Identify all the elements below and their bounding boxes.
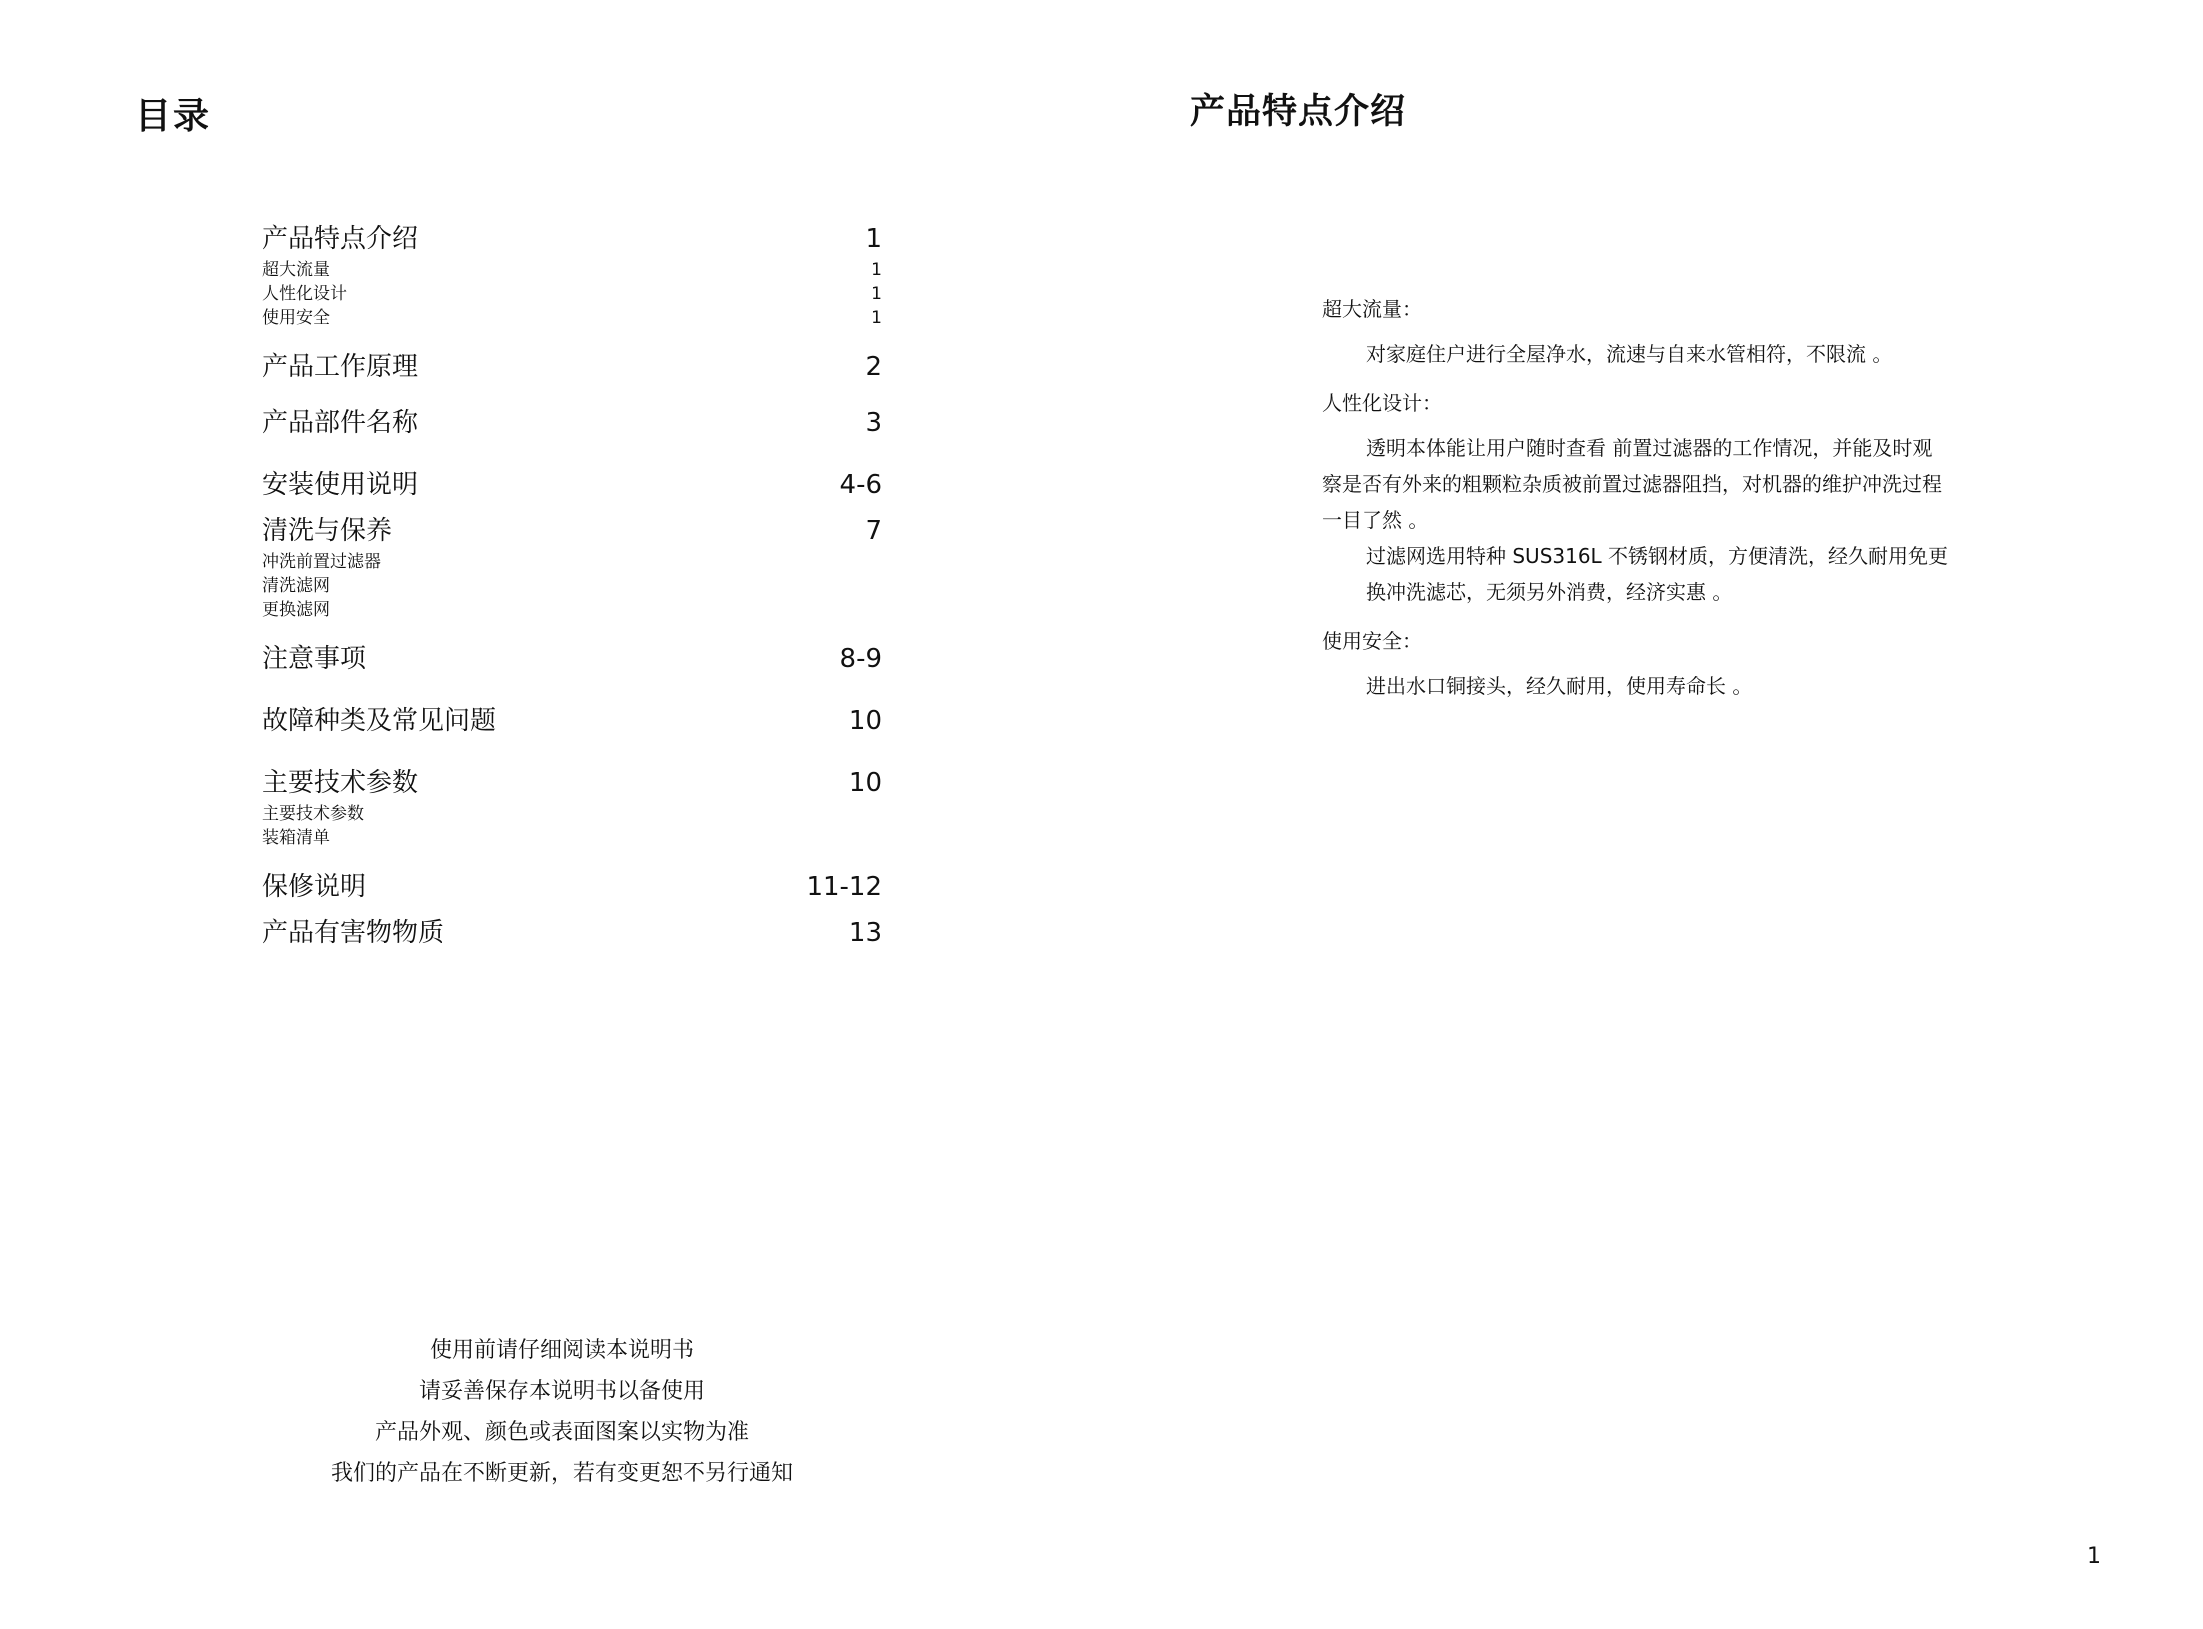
toc-entry-label: 故障种类及常见问题 [262, 706, 497, 736]
toc-entry-page: 3 [865, 408, 882, 438]
toc-subentry-label: 装箱清单 [262, 828, 330, 848]
toc-entry-page: 2 [865, 352, 882, 382]
notice-line: 使用前请仔细阅读本说明书 [429, 1338, 694, 1363]
toc-subentry[interactable] [262, 598, 882, 622]
flow-heading: 超大流量： [1322, 297, 1422, 321]
design-text-1: 透明本体能让用户随时查看 前置过滤器的工作情况，并能及时观察是否有外来的粗颗粒杂质被前置过滤器阻挡，对机器的维护冲洗过程一目了然 。 [1322, 436, 1942, 532]
table-of-contents-page [0, 0, 1100, 1629]
toc-subentry[interactable] [262, 550, 882, 574]
toc-title: 目录 [135, 96, 212, 137]
toc-entry-label: 产品部件名称 [262, 408, 419, 438]
toc-section-features [262, 220, 882, 330]
toc-entry-page: 8-9 [839, 644, 882, 674]
features-page [1100, 0, 2203, 1629]
toc-entry-page: 7 [865, 516, 882, 546]
toc-entry-page: 13 [848, 918, 882, 948]
toc-entry-label: 保修说明 [262, 872, 367, 902]
toc-entry-label: 主要技术参数 [262, 768, 419, 798]
toc-entry-label: 清洗与保养 [262, 516, 393, 546]
toc-entry[interactable] [262, 914, 882, 952]
toc-entry[interactable] [262, 764, 882, 802]
toc-subentry[interactable] [262, 574, 882, 598]
toc-subentry-page: 1 [871, 260, 882, 280]
toc-subentry-label: 人性化设计 [262, 284, 347, 304]
page-number: 1 [2087, 1544, 2101, 1569]
design-heading: 人性化设计： [1322, 391, 1442, 415]
toc-subentry-page: 1 [871, 284, 882, 304]
toc-entry[interactable] [262, 512, 882, 550]
toc-subentry[interactable] [262, 282, 882, 306]
toc-entry-page: 1 [865, 224, 882, 254]
toc-entry-page: 10 [848, 706, 882, 736]
toc-entry[interactable] [262, 868, 882, 906]
notice-line: 产品外观、颜色或表面图案以实物为准 [374, 1420, 749, 1445]
toc-entry-label: 产品特点介绍 [262, 224, 419, 254]
toc-entry-label: 安装使用说明 [262, 470, 419, 500]
toc-entry[interactable] [262, 640, 882, 678]
safety-text: 进出水口铜接头，经久耐用，使用寿命长 。 [1366, 674, 1753, 698]
toc-entry-label: 产品工作原理 [262, 352, 419, 382]
notice-line: 请妥善保存本说明书以备使用 [418, 1379, 705, 1404]
toc-entry-page: 10 [848, 768, 882, 798]
toc-entry[interactable] [262, 466, 882, 504]
toc-subentry-label: 超大流量 [262, 260, 330, 280]
toc-subentry[interactable] [262, 826, 882, 850]
toc-list [262, 220, 882, 952]
toc-entry[interactable] [262, 702, 882, 740]
toc-entry-label: 产品有害物物质 [262, 918, 445, 948]
toc-subentry-label: 清洗滤网 [262, 576, 330, 596]
toc-subentry[interactable] [262, 306, 882, 330]
toc-section-specs [262, 764, 882, 850]
usage-notice [262, 1330, 862, 1494]
features-body [1322, 292, 1952, 704]
toc-entry[interactable] [262, 348, 882, 386]
flow-text: 对家庭住户进行全屋净水，流速与自来水管相符，不限流 。 [1366, 342, 1893, 366]
toc-section-cleaning [262, 512, 882, 622]
toc-subentry[interactable] [262, 802, 882, 826]
toc-subentry-page: 1 [871, 308, 882, 328]
toc-subentry-label: 使用安全 [262, 308, 330, 328]
toc-entry-label: 注意事项 [262, 644, 367, 674]
toc-entry[interactable] [262, 404, 882, 442]
features-title: 产品特点介绍 [1190, 92, 1407, 132]
notice-line: 我们的产品在不断更新，若有变更恕不另行通知 [330, 1461, 793, 1486]
toc-subentry-label: 主要技术参数 [262, 804, 364, 824]
toc-subentry-label: 更换滤网 [262, 600, 330, 620]
toc-entry-page: 4-6 [839, 470, 882, 500]
safety-heading: 使用安全： [1322, 629, 1422, 653]
toc-entry-page: 11-12 [806, 872, 882, 902]
toc-subentry-label: 冲洗前置过滤器 [262, 552, 381, 572]
toc-subentry[interactable] [262, 258, 882, 282]
design-text-2: 过滤网选用特种 SUS316L 不锈钢材质，方便清洗，经久耐用免更换冲洗滤芯，无须另外消费，经济实惠 。 [1366, 544, 1949, 604]
toc-entry[interactable] [262, 220, 882, 258]
